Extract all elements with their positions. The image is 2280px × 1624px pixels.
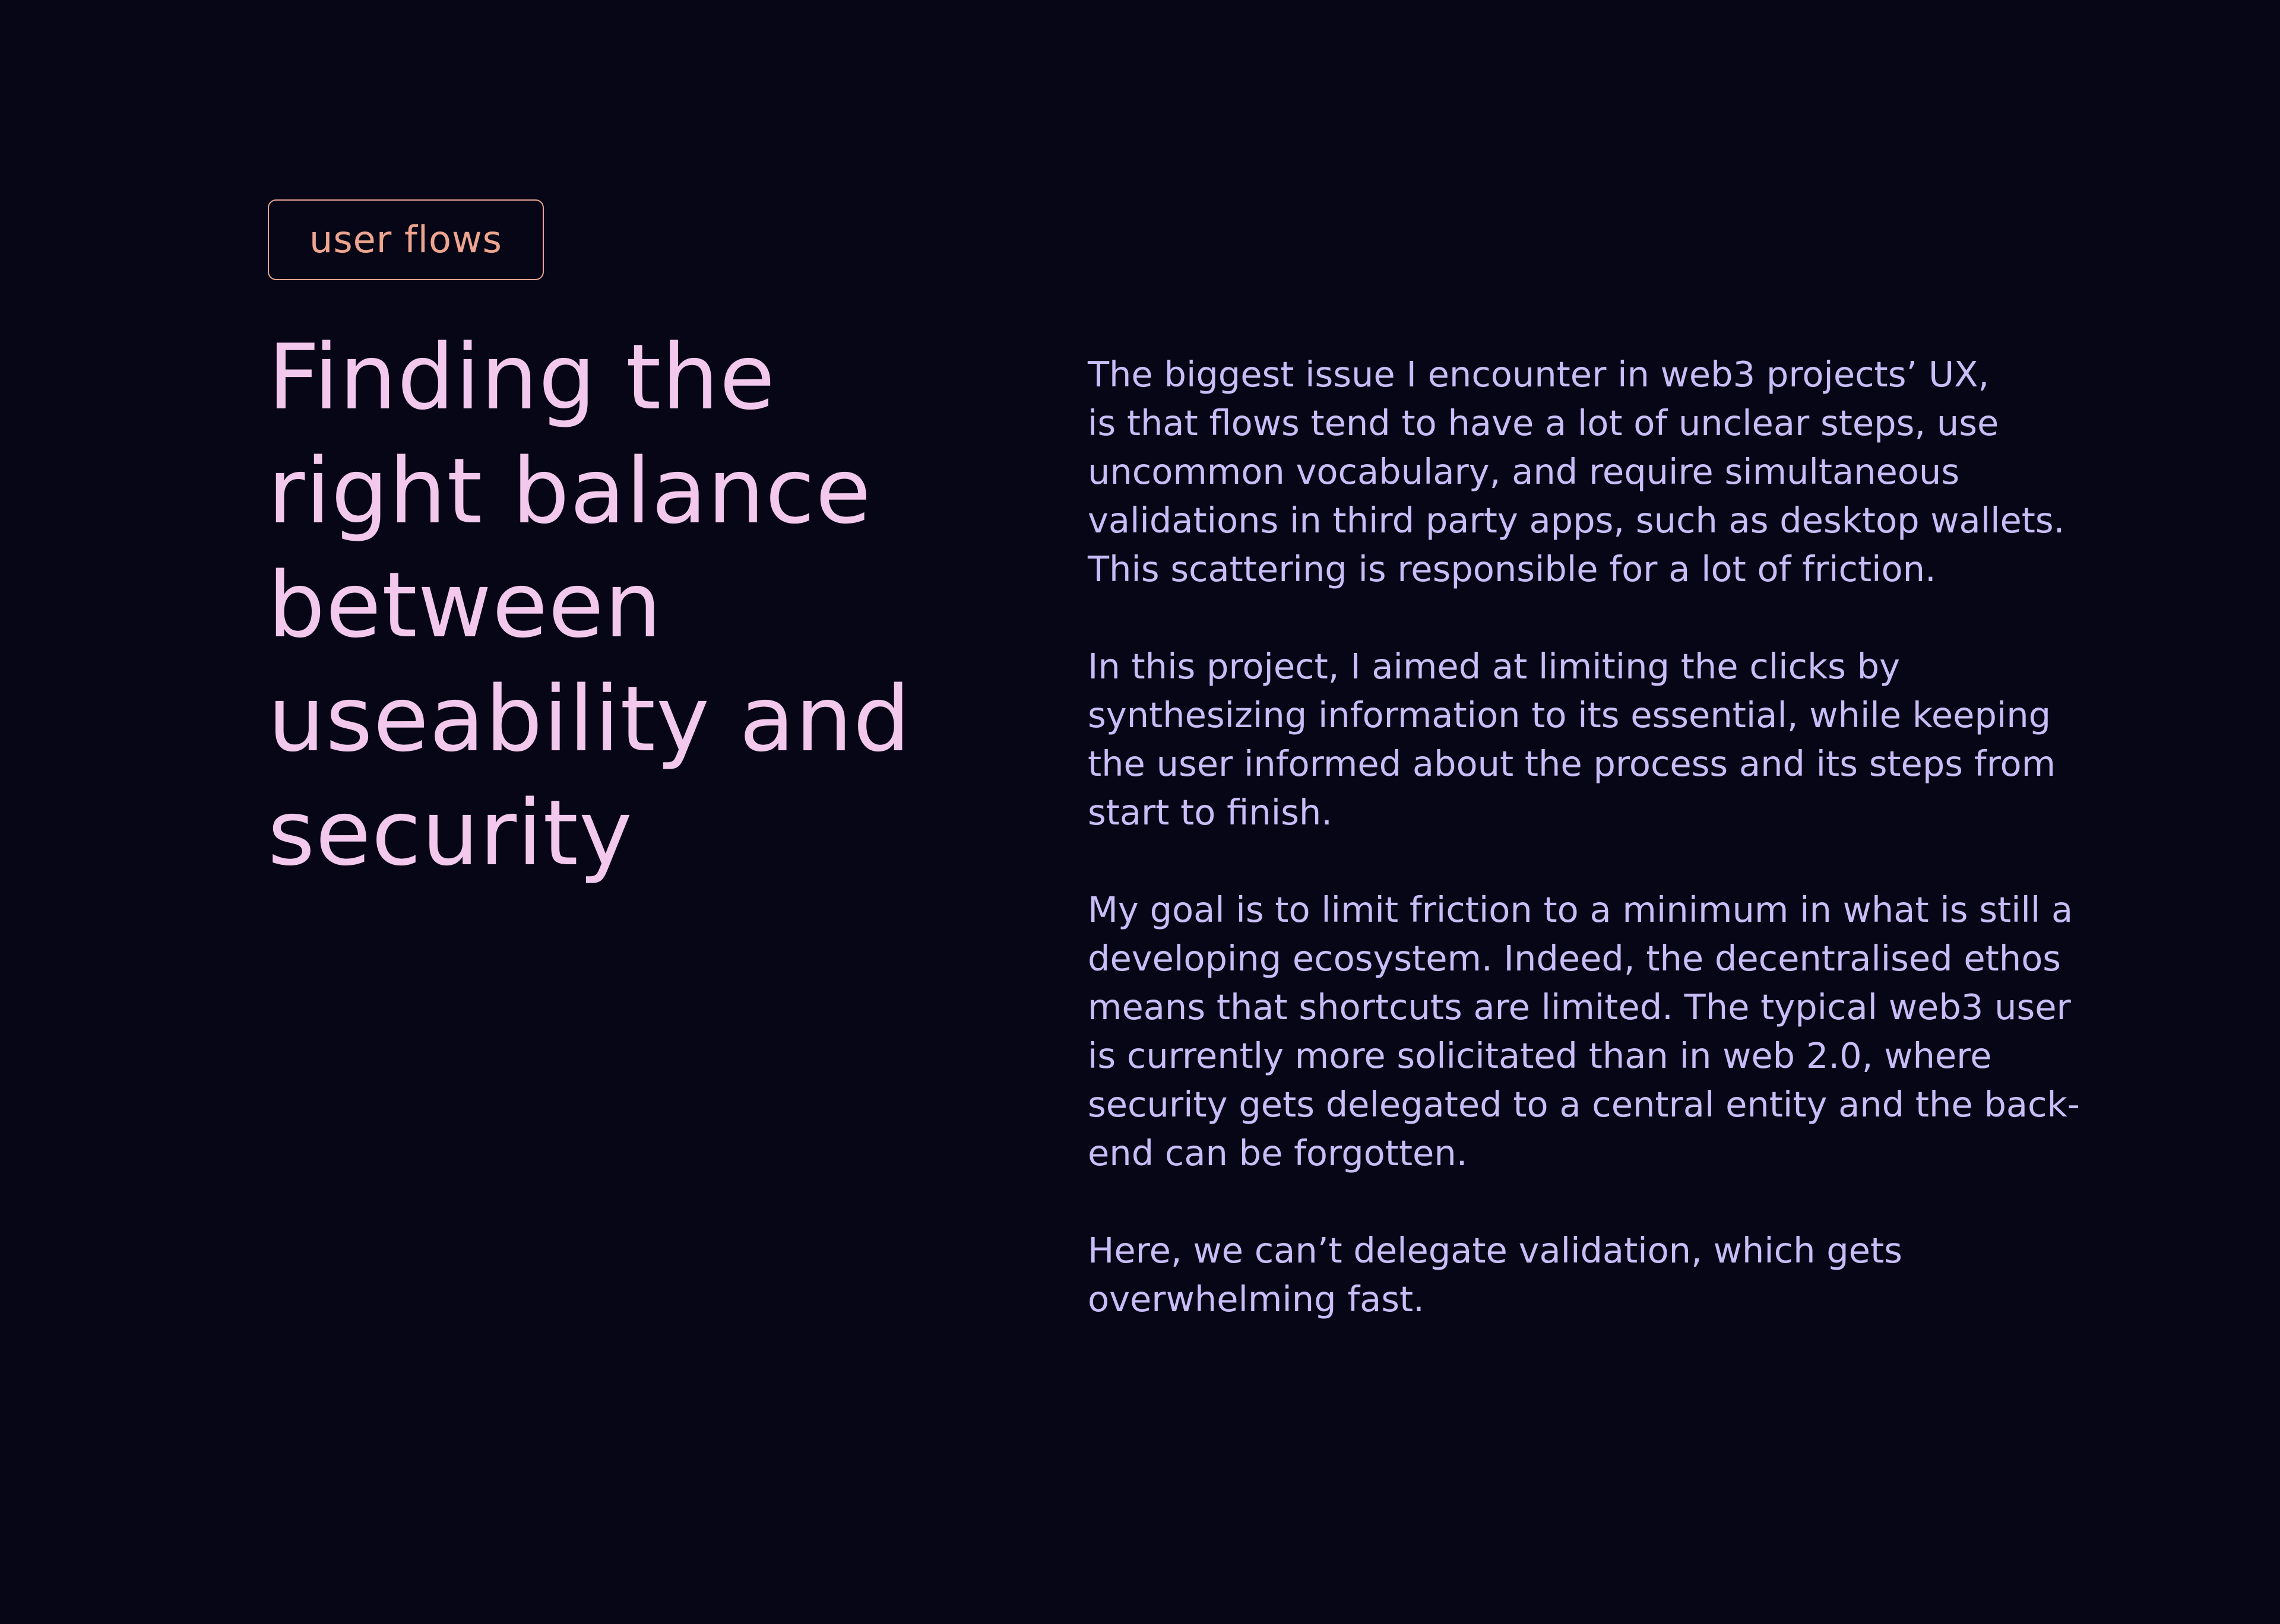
paragraph-validation (1088, 1226, 2216, 1324)
headline-line: right balance (268, 439, 872, 544)
text-line: end can be forgotten. (1088, 1133, 1468, 1173)
category-tag-label: user flows (309, 218, 502, 261)
text-line: overwhelming fast. (1088, 1279, 1424, 1320)
paragraph-project-aim (1088, 642, 2216, 837)
text-line: synthesizing information to its essential, while keeping (1088, 694, 2051, 735)
text-line: My goal is to limit friction to a minimum in what is still a (1088, 889, 2073, 930)
text-line: uncommon vocabulary, and require simultaneous (1088, 451, 1960, 492)
text-line: developing ecosystem. Indeed, the decentralised ethos (1088, 938, 2062, 979)
headline-line: Finding the (268, 325, 776, 430)
text-line: is currently more solicitated than in web 2.0, where (1088, 1035, 1992, 1076)
section-headline (268, 321, 980, 890)
headline-line: useability and (268, 667, 911, 772)
text-line: The biggest issue I encounter in web3 projects’ UX, (1088, 354, 1990, 395)
text-line: the user informed about the process and its steps from (1088, 743, 2056, 784)
text-line: is that flows tend to have a lot of unclear steps, use (1088, 402, 1999, 443)
headline-line: between (268, 553, 663, 658)
text-line: In this project, I aimed at limiting the clicks by (1088, 646, 1901, 687)
text-line: means that shortcuts are limited. The typical web3 user (1088, 987, 2071, 1027)
paragraph-ux-issues (1088, 350, 2216, 594)
category-tag (268, 199, 544, 280)
headline-line: security (268, 781, 633, 886)
text-line: start to finish. (1088, 792, 1332, 833)
text-line: Here, we can’t delegate validation, which gets (1088, 1230, 1902, 1271)
paragraph-goal (1088, 886, 2216, 1178)
text-line: security gets delegated to a central entity and the back- (1088, 1084, 2080, 1125)
text-line: This scattering is responsible for a lot of friction. (1088, 548, 1936, 589)
body-text (1088, 350, 2216, 1324)
text-line: validations in third party apps, such as desktop wallets. (1088, 500, 2065, 541)
